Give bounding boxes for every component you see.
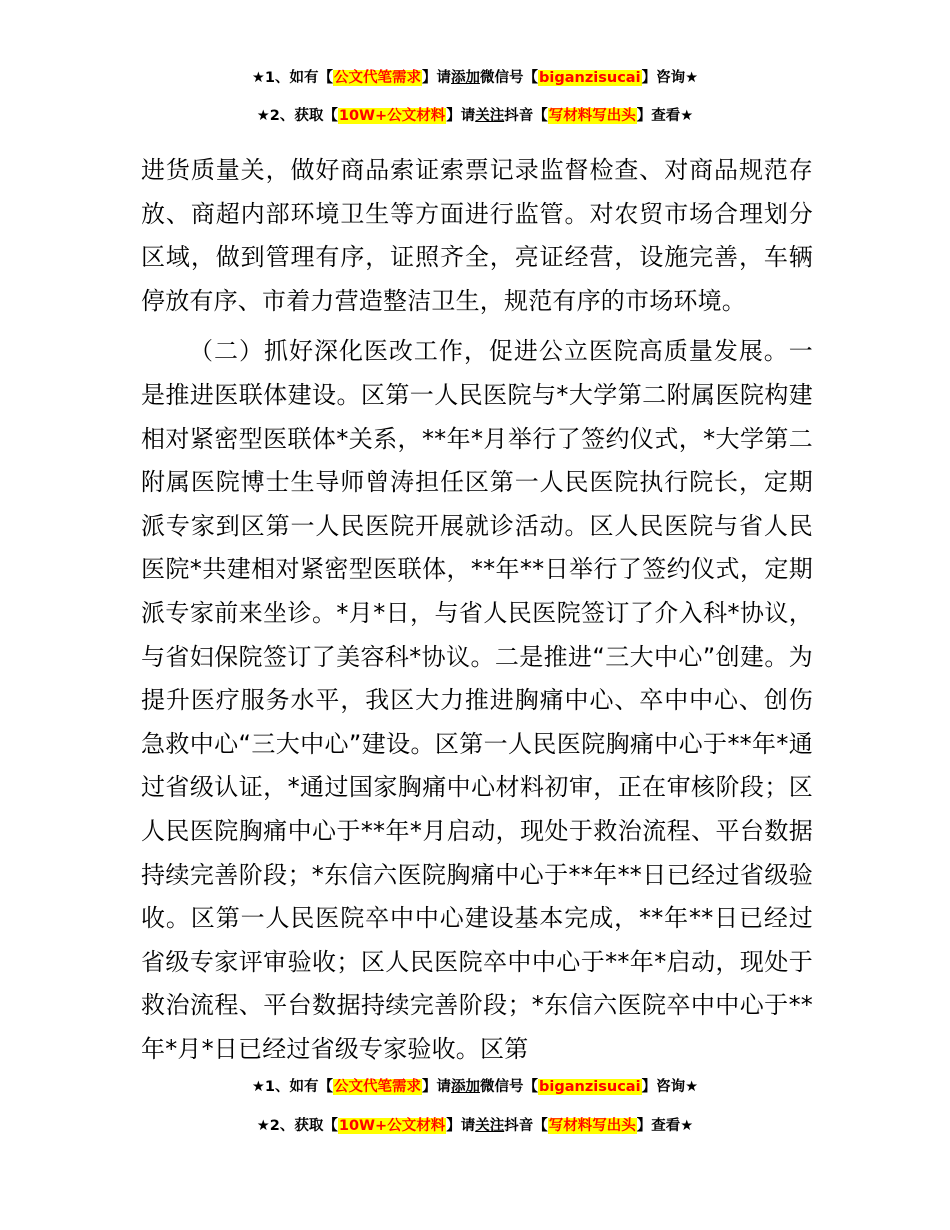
paragraph-2: （二）抓好深化医改工作，促进公立医院高质量发展。一是推进医联体建设。区第一人民医院与*大学第二附属医院构建相对紧密型医联体*关系，**年*月举行了签约仪式，*大学第二附属医院博士生导师曾涛担任区第一人民医院执行院长，定期派专家到区第一人民医院开展就诊活动。区人民医院与省人民医院*共建相对紧密型医联体，**年**日举行了签约仪式，定期派专家前来坐诊。*月*日，与省人民医院签订了介入科*协议，与省妇保院签订了美容科*协议。二是推进“三大中心”创建。为提升医疗服务水平，我区大力推进胸痛中心、卒中中心、创伤急救中心“三大中心”建设。区第一人民医院胸痛中心于**年*通过省级认证，*通过国家胸痛中心材料初审，正在审核阶段；区人民医院胸痛中心于**年*月启动，现处于救治流程、平台数据持续完善阶段；*东信六医院胸痛中心于**年**日已经过省级验收。区第一人民医院卒中中心建设基本完成，**年**日已经过省级专家评审验收；区人民医院卒中中心于**年*启动，现处于救治流程、平台数据持续完善阶段；*东信六医院卒中中心于**年*月*日已经过省级专家验收。区第 <box>141 337 813 1063</box>
header-line-2-prefix: ★2、获取【 <box>256 108 338 124</box>
document-body <box>141 149 813 1071</box>
footer-line-2 <box>0 1116 950 1136</box>
footer-line-1 <box>0 1077 950 1097</box>
header-line-2-end: 】查看★ <box>636 108 694 124</box>
footer-line-1-mid: 】请 <box>422 1079 452 1095</box>
header-line-1-mid2: 微信号【 <box>480 70 539 86</box>
footer-line-2-underline-follow: 关注 <box>475 1118 505 1134</box>
footer-line-2-highlight-materials: 10W+公文材料 <box>338 1118 446 1134</box>
footer-line-2-highlight-douyin: 写材料写出头 <box>548 1118 636 1134</box>
paragraph-1: 进货质量关，做好商品索证索票记录监督检查、对商品规范存放、商超内部环境卫生等方面进行监管。对农贸市场合理划分区域，做到管理有序，证照齐全，亮证经营，设施完善，车辆停放有序、市着力营造整洁卫生，规范有序的市场环境。 <box>141 156 813 315</box>
header-line-1-prefix: ★1、如有【 <box>251 70 334 86</box>
footer-line-1-mid2: 微信号【 <box>480 1079 539 1095</box>
footer-line-2-prefix: ★2、获取【 <box>256 1118 338 1134</box>
footer-line-2-mid: 】请 <box>446 1118 476 1134</box>
footer-line-1-highlight-service: 公文代笔需求 <box>334 1079 422 1095</box>
footer-line-1-highlight-wechat: biganzisucai <box>539 1079 641 1095</box>
header-line-2-highlight-douyin: 写材料写出头 <box>548 108 636 124</box>
header-line-2 <box>0 106 950 126</box>
header-line-2-highlight-materials: 10W+公文材料 <box>338 108 446 124</box>
header-line-1-highlight-wechat: biganzisucai <box>539 70 641 86</box>
header-line-2-mid2: 抖音【 <box>504 108 548 124</box>
header-line-1-end: 】咨询★ <box>641 70 699 86</box>
footer-line-1-underline-add: 添加 <box>451 1079 481 1095</box>
header-line-1 <box>0 68 950 88</box>
header-line-2-mid: 】请 <box>446 108 476 124</box>
footer-line-1-prefix: ★1、如有【 <box>251 1079 334 1095</box>
footer-line-1-end: 】咨询★ <box>641 1079 699 1095</box>
header-line-1-mid: 】请 <box>422 70 452 86</box>
header-line-1-underline-add: 添加 <box>451 70 481 86</box>
footer-line-2-end: 】查看★ <box>636 1118 694 1134</box>
footer-line-2-mid2: 抖音【 <box>504 1118 548 1134</box>
header-line-1-highlight-service: 公文代笔需求 <box>334 70 422 86</box>
header-line-2-underline-follow: 关注 <box>475 108 505 124</box>
